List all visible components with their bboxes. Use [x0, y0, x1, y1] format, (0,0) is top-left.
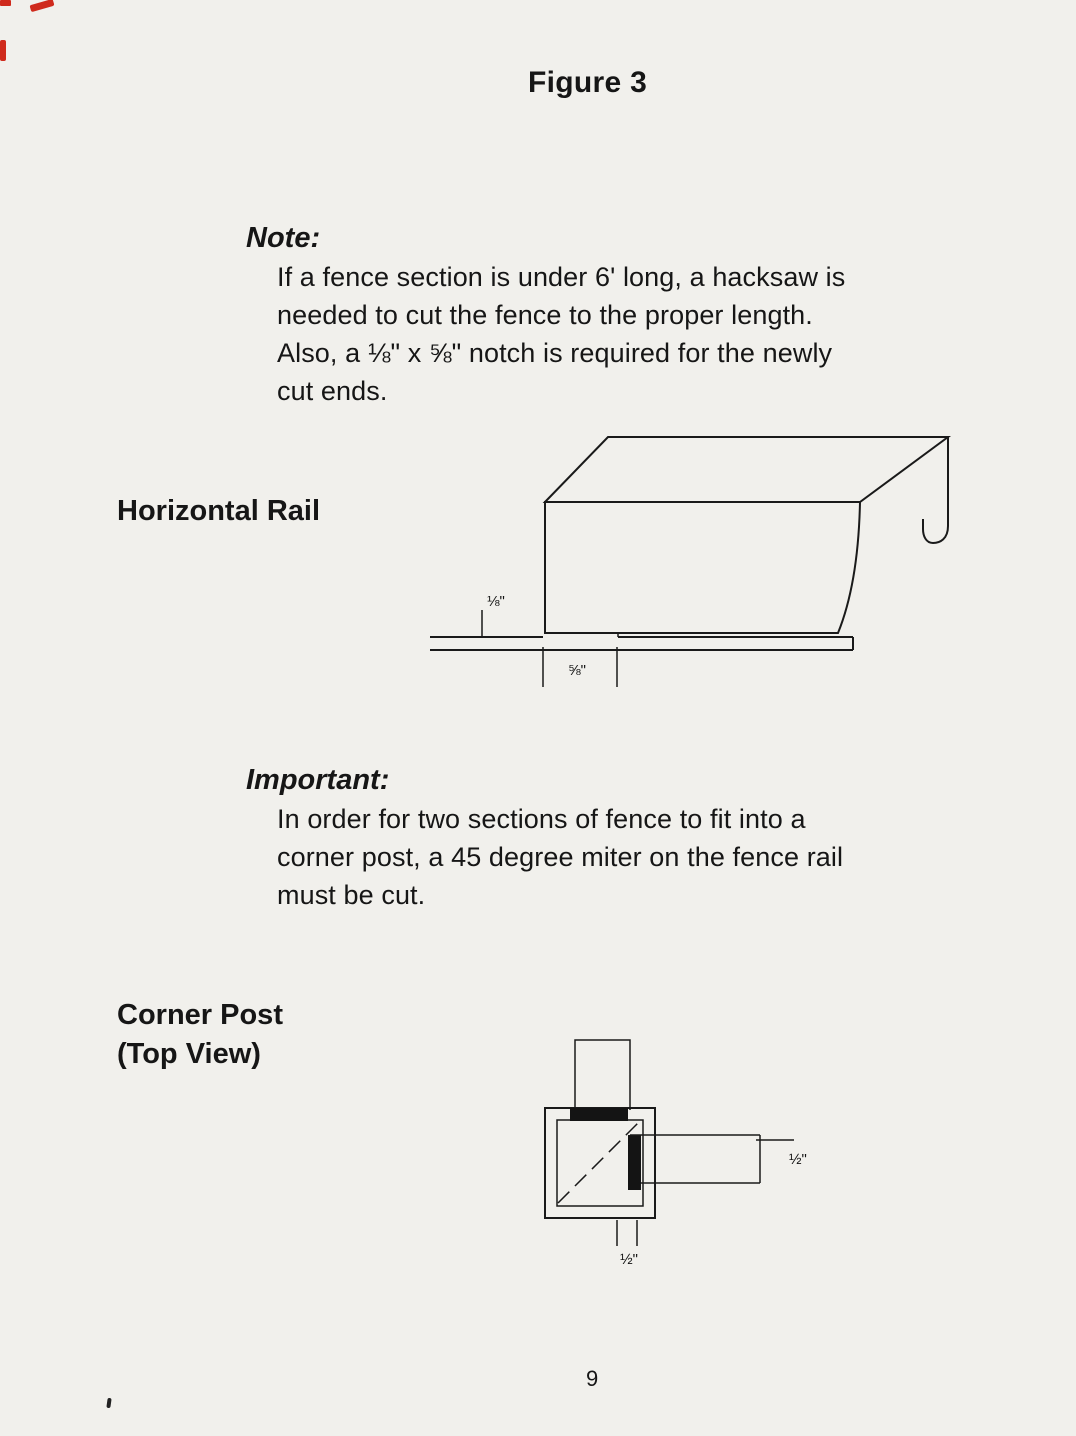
note-heading: Note: [246, 222, 321, 254]
note-line: If a fence section is under 6' long, a hacksaw is [277, 262, 846, 292]
corner-post-label-line1: Corner Post [117, 999, 283, 1031]
figure-title: Figure 3 [528, 66, 648, 99]
red-scan-mark [0, 0, 11, 6]
corner-post-drawing [528, 1032, 858, 1282]
rail-top-face [545, 437, 948, 502]
bottom-dimension-label: ½" [620, 1251, 638, 1268]
right-dimension-label: ½" [789, 1151, 807, 1168]
note-line: needed to cut the fence to the proper length. [277, 300, 813, 330]
miter-band-top [570, 1108, 628, 1121]
red-scan-mark [30, 0, 55, 12]
note-line: Also, a ⅛" x ⅝" notch is required for the newly [277, 338, 833, 368]
note-line: cut ends. [277, 376, 388, 406]
ink-speck [106, 1398, 111, 1408]
miter-band-right [628, 1135, 641, 1190]
page-number: 9 [586, 1366, 599, 1391]
important-paragraph [277, 800, 843, 914]
rail-front-face [545, 502, 860, 633]
important-line: must be cut. [277, 880, 426, 910]
notch-length-dimension: ⅝" [568, 662, 586, 679]
important-heading: Important: [246, 764, 390, 796]
corner-post-label-line2: (Top View) [117, 1038, 261, 1070]
red-scan-mark [0, 40, 6, 61]
corner-post-label [117, 996, 283, 1074]
important-line: corner post, a 45 degree miter on the fence rail [277, 842, 844, 872]
important-line: In order for two sections of fence to fit into a [277, 804, 806, 834]
top-rail-outline [575, 1040, 630, 1110]
note-paragraph [277, 258, 845, 410]
notch-depth-dimension: ⅛" [487, 593, 505, 610]
miter-45-line [558, 1121, 640, 1203]
horizontal-rail-label: Horizontal Rail [117, 495, 321, 527]
horizontal-rail-drawing [425, 428, 970, 693]
